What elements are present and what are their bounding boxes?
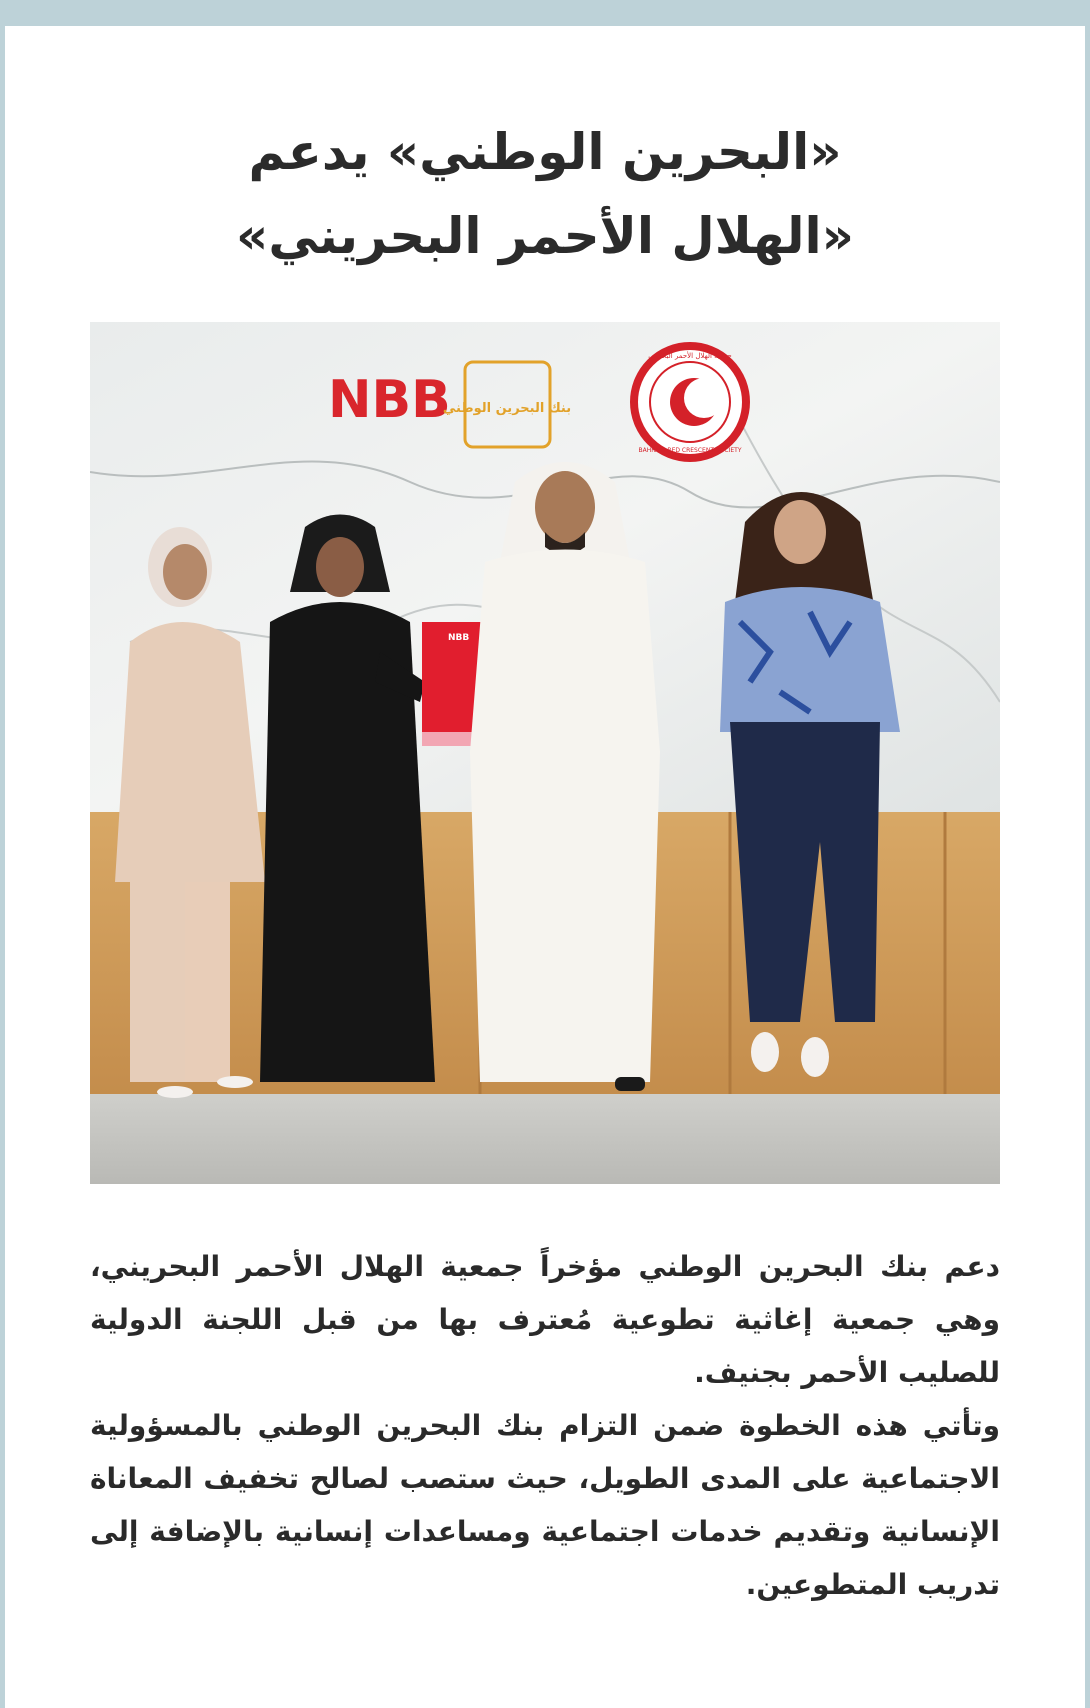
left-border xyxy=(0,26,5,1708)
nbb-logo-text: NBB xyxy=(328,370,451,430)
floor xyxy=(90,1094,1000,1184)
top-border-strip xyxy=(0,0,1090,26)
headline-line-2: «الهلال الأحمر البحريني» xyxy=(236,207,854,265)
folder-logo-text: NBB xyxy=(448,633,470,643)
article-body xyxy=(90,1240,1000,1611)
red-crescent-logo xyxy=(634,346,746,458)
right-border xyxy=(1085,26,1090,1708)
article-photo xyxy=(90,322,1000,1184)
headline-line-1: «البحرين الوطني» يدعم xyxy=(248,123,842,181)
paragraph-1: دعم بنك البحرين الوطني مؤخراً جمعية الهلال الأحمر البحريني، وهي جمعية إغاثية تطوعية مُعترف بها من قبل اللجنة الدولية للصليب الأحمر بجنيف. xyxy=(90,1250,1000,1389)
article-headline xyxy=(90,110,1000,278)
red-crescent-english: BAHRAIN RED CRESCENT SOCIETY xyxy=(638,447,742,454)
paragraph-2: وتأتي هذه الخطوة ضمن التزام بنك البحرين الوطني بالمسؤولية الاجتماعية على المدى الطويل، حيث ستصب لصالح تخفيف المعاناة الإنسانية وتقديم خدمات اجتماعية ومساعدات إنسانية بالإضافة إلى تدريب المتطوعين. xyxy=(90,1409,1000,1601)
red-crescent-arabic: جمعية الهلال الأحمر البحريني xyxy=(648,352,732,360)
nbb-logo-arabic: بنك البحرين الوطني xyxy=(442,401,572,416)
